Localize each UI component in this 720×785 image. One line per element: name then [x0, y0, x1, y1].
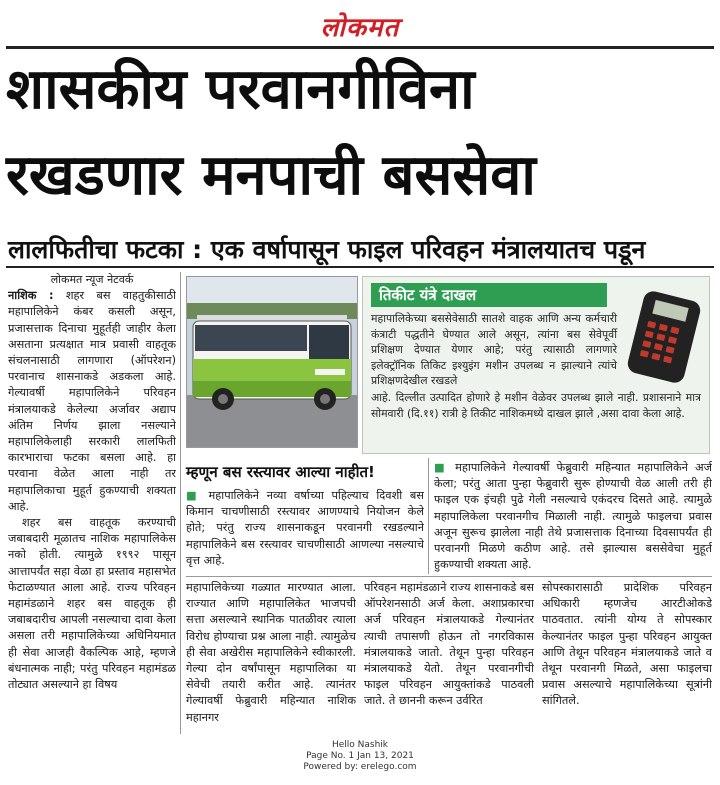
- page-footer: [0, 740, 720, 773]
- box-text-1: महापालिकेच्या बससेवेसाठी सातशे वाहक आणि अन्य कर्मचारी कंत्राटी पद्धतीने घेण्यात आले असून, त्यांना बस सेवेपूर्वी प्रशिक्षण देण्यात येणार आहे; परंतु त्यासाठी लागणारे इलेक्ट्रॉनिक तिकिट इश्युइंग मशीन उपलब्ध न झाल्याने त्यांचे प्रशिक्षणदेखील रखडले: [371, 312, 617, 388]
- box-text-2: आहे. दिल्लीत उत्पादित होणारे हे मशीन वेळेवर उपलब्ध झाले नाही. प्रशासनाने मात्र सोमवारी (दि.११) रात्री हे तिकीट नाशिकमध्ये दाखल झाले ,असा दावा केला आहे.: [371, 391, 701, 420]
- top-rule: [6, 46, 714, 49]
- bullet-icon: ■: [186, 489, 209, 502]
- section-right-body: महापालिकेने गेल्यावर्षी फेब्रुवारी महिन्यात महापालिकेने अर्ज केला; परंतु आता पुन्हा फेब्रुवारी सुरू होण्याची वेळ आली तरी ही फाइल एक इंचही पुढे गेली नसल्याचे एकंदरच दिसते आहे. त्यामुळे महापालिकेला परवानगीच मिळाली नाही. त्यामुळे फाइलचा प्रवास अजून सुरूच झालेला नाही तेथे प्रजासत्ताक दिनाच्या दिवसापर्यंत ही परवानगी मिळणे कठीण आहे. तसे झाल्यास बससेवेचा मुहूर्त हुकण्याची शक्यता आहे.: [434, 461, 712, 572]
- article-column-1: [8, 272, 176, 738]
- headline-line-1: शासकीय परवानगीविना: [6, 57, 475, 122]
- subhead-rule: [6, 266, 714, 268]
- subheadline: लालफितीचा फटका : एक वर्षापासून फाइल परिवहन मंत्रालयातच पडून: [8, 235, 646, 264]
- article-column-2: महापालिकेच्या गळ्यात मारण्यात आला. राज्यात आणि महापालिकेत भाजपची सत्ता असल्याने स्थानिक पातळीवर त्याला विरोध होण्याचा प्रश्न आला नाही. त्यामुळेच ही सेवा अखेरीस महापालिकेने स्वीकारली. गेल्या दोन वर्षांपासून महापालिका या सेवेची तयारी करीत आहे. त्यानंतर गेल्यावर्षी फेब्रुवारी महिन्यात नाशिक महानगर: [186, 581, 356, 724]
- section-right-text: [434, 460, 712, 572]
- dateline: नाशिक :: [8, 289, 54, 303]
- bus-photo: [186, 276, 358, 448]
- masthead-logo: लोकमत: [320, 13, 400, 43]
- ticket-machine-icon: [625, 285, 705, 385]
- footer-powered-by: Powered by: erelego.com: [303, 762, 417, 772]
- section-divider: [428, 458, 429, 574]
- paragraph-2: शहर बस वाहतूक करण्याची जबाबदारी मूळातच नाशिक महापालिकेस नको होती. त्यामुळे १९९२ पासून आत्तापर्यंत सहा वेळा हा प्रस्ताव महासभेत फेटाळण्यात आला आहे. राज्य परिवहन महामंडळाने शहर बस वाहतूक ही जबाबदारीच आपली नसल्याचा दावा केला असला तरी महापालिकेच्या अधिनियमात ही सेवा आजही वैकल्पिक आहे, म्हणजे बंधनात्मक नाही; परंतु परिवहन महामंडळ तोट्यात असल्याने हा विषय: [8, 516, 176, 692]
- footer-page-date: Page No. 1 Jan 13, 2021: [306, 751, 414, 761]
- paragraph-1: [8, 288, 176, 515]
- bottom-rule: [186, 576, 712, 577]
- section-heading: म्हणून बस रस्त्यावर आल्या नाहीत!: [186, 463, 375, 481]
- article-column-3: परिवहन महामंडळाने राज्य शासनाकडे बस ऑपरेशनसाठी अर्ज केला. अशाप्रकारचा अर्ज परिवहन मंत्रालयाकडे गेल्यानंतर त्याची तपासणी होऊन तो नगरविकास मंत्रालयाकडे जातो. तेथून पुन्हा परिवहन मंत्रालयाकडे येतो. तेथून परवानगीची फाइल परिवहन आयुक्तांकडे पाठवली जाते. ते छाननी करून उर्वरित: [364, 581, 534, 708]
- section-left-body: महापालिकेने नव्या वर्षाच्या पहिल्याच दिवशी बस किमान चाचणीसाठी रस्त्यावर आणण्याचे नियोजन केले होते; परंतु राज्य शासनाकडून परवानगी रखडल्याने महापालिकेने बस रस्त्यावर चाचणीसाठी आणल्या नसल्याचे वृत्त आहे.: [186, 489, 424, 567]
- column-divider: [180, 272, 181, 734]
- bullet-icon-2: ■: [434, 461, 456, 474]
- footer-edition: Hello Nashik: [331, 740, 389, 750]
- paragraph-1-text: शहर बस वाहतुकीसाठी महापालिकेने कंबर कसली असून, प्रजासत्ताक दिनाचा मुहूर्तही जाहीर केला असताना प्रत्यक्षात मात्र प्रवासी वाहतूक संचलनासाठी लागणारा (ऑपरेशन) परवानाच शासनाकडे अडकला आहे. गेल्यावर्षी महापालिकेने परिवहन मंत्रालयाकडे केलेल्या अर्जावर अद्याप अंतिम निर्णय झाला नसल्याने महापालिकेलाही सरकारी लालफिती कारभाराचा फटका बसला आहे. हा परवाना वेळेत आला नाही तर महापालिकाचा मुहूर्त हुकण्याची शक्यता आहे.: [8, 289, 176, 513]
- ticket-machine-box: [362, 276, 710, 454]
- headline-line-2: रखडणार मनपाची बससेवा: [6, 143, 536, 208]
- byline: लोकमत न्यूज नेटवर्क: [50, 273, 134, 286]
- bus-photo-graphic: [187, 277, 357, 447]
- article-column-4: सोपस्कारासाठी प्रादेशिक परिवहन अधिकारी म्हणजेच आरटीओकडे पाठवतात. त्यांनी योग्य ते सोपस्कार केल्यानंतर फाइल पुन्हा परिवहन आयुक्त आणि तेथून परिवहन मंत्रालयाकडे जाते व तेथून परवानगी मिळते, असा फाइलचा प्रवास असल्याचे महापालिकेच्या सूत्रांनी सांगितले.: [542, 581, 712, 708]
- box-title: तिकीट यंत्रे दाखल: [371, 283, 607, 307]
- section-left-text: [186, 488, 424, 572]
